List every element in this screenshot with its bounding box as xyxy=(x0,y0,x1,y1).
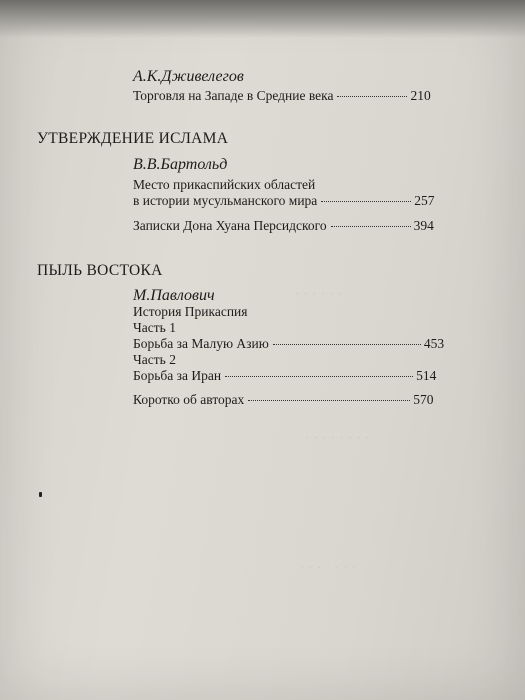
entry-title: Часть 2 xyxy=(133,352,176,367)
bleed-through-text: · · · · · · · · xyxy=(305,430,370,445)
entry-title: Борьба за Иран xyxy=(133,368,222,383)
toc-entry xyxy=(133,336,444,352)
entry-title: в истории мусульманского мира xyxy=(133,193,318,208)
entry-title: Записки Дона Хуана Персидского xyxy=(133,218,327,233)
page-number: 394 xyxy=(413,218,434,233)
author-name: В.В.Бартольд xyxy=(133,156,228,173)
author-name: А.К.Дживелегов xyxy=(133,68,244,85)
ink-speck xyxy=(39,492,42,497)
page-number: 210 xyxy=(410,88,431,103)
page-number: 453 xyxy=(423,336,445,351)
entry-title: История Прикаспия xyxy=(133,304,248,319)
entry-title: Место прикаспийских областей xyxy=(133,177,316,192)
entry-title: Коротко об авторах xyxy=(133,392,245,407)
toc-entry xyxy=(133,368,436,384)
toc-entry xyxy=(133,218,434,234)
page-number: 514 xyxy=(416,368,437,383)
author-name: М.Павлович xyxy=(133,287,215,304)
toc-entry xyxy=(133,88,431,104)
bleed-through-text: · · · · · · xyxy=(295,286,343,301)
toc-entry-line xyxy=(133,320,176,336)
section-heading: УТВЕРЖДЕНИЕ ИСЛАМА xyxy=(37,130,229,147)
page-number: 257 xyxy=(414,193,435,208)
entry-title: Торговля на Западе в Средние века xyxy=(133,88,334,103)
toc-entry-line xyxy=(133,352,176,368)
page-number: 570 xyxy=(413,392,434,407)
toc-entry xyxy=(133,392,434,408)
toc-entry-line xyxy=(133,177,315,193)
toc-entry-line xyxy=(133,304,248,320)
section-heading: ПЫЛЬ ВОСТОКА xyxy=(37,262,163,279)
entry-title: Борьба за Малую Азию xyxy=(133,336,269,351)
entry-title: Часть 1 xyxy=(133,320,176,335)
bleed-through-text: · · · · · · · xyxy=(300,560,357,575)
toc-entry xyxy=(133,193,435,209)
